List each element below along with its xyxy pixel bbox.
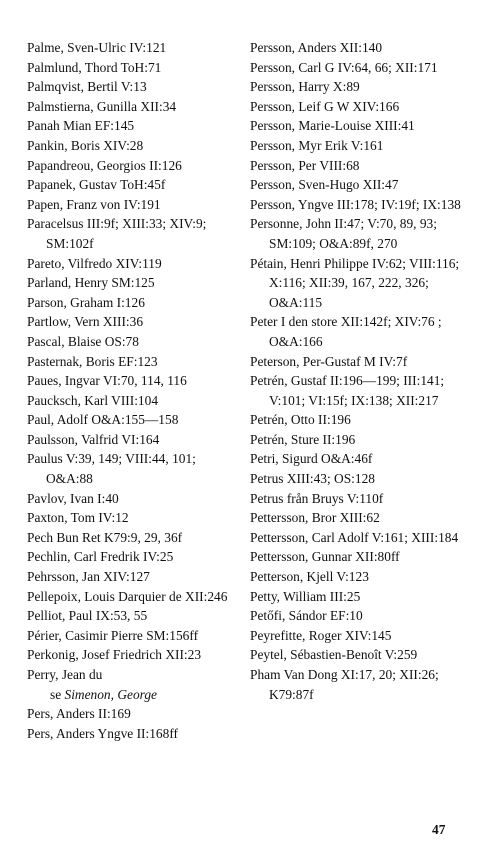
entry-list-right (250, 38, 475, 704)
index-entry: Papandreou, Georgios II:126 (27, 157, 182, 173)
index-entry: Pasternak, Boris EF:123 (27, 353, 158, 369)
index-entry: Perkonig, Josef Friedrich XII:23 (27, 647, 202, 663)
index-entry: Pers, Anders II:169 (27, 706, 131, 722)
index-entry-see-reference (27, 665, 239, 704)
index-entry: Peytel, Sébastien-Benoît V:259 (250, 647, 418, 663)
index-entry: Persson, Leif G W XIV:166 (250, 98, 400, 114)
index-entry: Pehrsson, Jan XIV:127 (27, 569, 150, 585)
index-entry: Palme, Sven-Ulric IV:121 (27, 40, 167, 55)
index-entry: Petty, William III:25 (250, 588, 361, 604)
index-entry: Persson, Carl G IV:64, 66; XII:171 (250, 59, 438, 75)
index-entry: Parland, Henry SM:125 (27, 275, 155, 291)
index-entry: Pham Van Dong XI:17, 20; XII:26; K79:87f (250, 667, 439, 702)
index-entry: Persson, Anders XII:140 (250, 40, 383, 55)
index-entry: Pavlov, Ivan I:40 (27, 490, 119, 506)
index-column-right (250, 38, 475, 704)
index-entry: Persson, Sven-Hugo XII:47 (250, 177, 399, 193)
index-entry: Persson, Harry X:89 (250, 79, 360, 95)
index-entry: Partlow, Vern XIII:36 (27, 314, 144, 330)
see-target: Simenon, George (64, 686, 157, 702)
index-entry: Personne, John II:47; V:70, 89, 93; SM:109; O&A:89f, 270 (250, 216, 437, 251)
index-entry: Paracelsus III:9f; XIII:33; XIV:9; SM:102f (27, 216, 207, 251)
index-entry: Paucksch, Karl VIII:104 (27, 392, 159, 408)
index-entry: Paxton, Tom IV:12 (27, 510, 129, 526)
index-entry: Peyrefitte, Roger XIV:145 (250, 627, 392, 643)
index-entry: Pétain, Henri Philippe IV:62; VIII:116; X:116; XII:39, 167, 222, 326; O&A:115 (250, 255, 460, 310)
index-entry: Pettersson, Gunnar XII:80ff (250, 549, 400, 565)
index-entry: Pers, Anders Yngve II:168ff (27, 725, 178, 741)
page-number: 47 (432, 822, 446, 837)
entry-name: Perry, Jean du (27, 667, 103, 682)
index-entry: Pettersson, Carl Adolf V:161; XIII:184 (250, 529, 459, 545)
entry-list-left-tail (27, 704, 239, 743)
index-entry: Parson, Graham I:126 (27, 294, 145, 310)
index-entry: Pechlin, Carl Fredrik IV:25 (27, 549, 174, 565)
index-entry: Persson, Marie-Louise XIII:41 (250, 118, 415, 134)
index-entry: Peterson, Per-Gustaf M IV:7f (250, 353, 408, 369)
index-entry: Paul, Adolf O&A:155—158 (27, 412, 179, 428)
index-entry: Pascal, Blaise OS:78 (27, 333, 139, 349)
index-entry: Petrén, Otto II:196 (250, 412, 351, 428)
index-entry: Pankin, Boris XIV:28 (27, 137, 144, 153)
index-entry: Peter I den store XII:142f; XIV:76 ; O&A:166 (250, 314, 442, 349)
index-entry: Paulus V:39, 149; VIII:44, 101; O&A:88 (27, 451, 196, 487)
index-entry: Persson, Myr Erik V:161 (250, 137, 384, 153)
index-entry: Pellepoix, Louis Darquier de XII:246 (27, 588, 228, 604)
index-entry: Petrus XIII:43; OS:128 (250, 471, 375, 487)
index-entry: Petri, Sigurd O&A:46f (250, 451, 373, 467)
index-column-left (27, 38, 239, 743)
index-entry: Petrus från Bruys V:110f (250, 490, 384, 506)
index-entry: Petrén, Gustaf II:196—199; III:141; V:101; VI:15f; IX:138; XII:217 (250, 373, 445, 408)
index-entry: Palmlund, Thord ToH:71 (27, 59, 162, 75)
index-entry: Paulsson, Valfrid VI:164 (27, 431, 160, 447)
index-entry: Persson, Yngve III:178; IV:19f; IX:138 (250, 196, 461, 212)
index-entry: Papen, Franz von IV:191 (27, 196, 161, 212)
see-label: se (50, 686, 62, 702)
entry-list-left (27, 38, 239, 665)
index-entry: Périer, Casimir Pierre SM:156ff (27, 627, 199, 643)
index-entry: Petterson, Kjell V:123 (250, 569, 369, 585)
index-entry: Persson, Per VIII:68 (250, 157, 360, 173)
index-entry: Pelliot, Paul IX:53, 55 (27, 608, 148, 624)
index-entry: Papanek, Gustav ToH:45f (27, 177, 166, 193)
index-entry: Palmstierna, Gunilla XII:34 (27, 98, 177, 114)
index-entry: Paues, Ingvar VI:70, 114, 116 (27, 373, 187, 389)
index-entry: Pareto, Vilfredo XIV:119 (27, 255, 162, 271)
index-entry: Panah Mian EF:145 (27, 118, 135, 134)
index-entry: Pech Bun Ret K79:9, 29, 36f (27, 529, 183, 545)
index-entry: Pettersson, Bror XIII:62 (250, 510, 380, 526)
index-entry: Palmqvist, Bertil V:13 (27, 79, 147, 95)
index-entry: Petőfi, Sándor EF:10 (250, 608, 363, 624)
index-entry: Petrén, Sture II:196 (250, 431, 356, 447)
